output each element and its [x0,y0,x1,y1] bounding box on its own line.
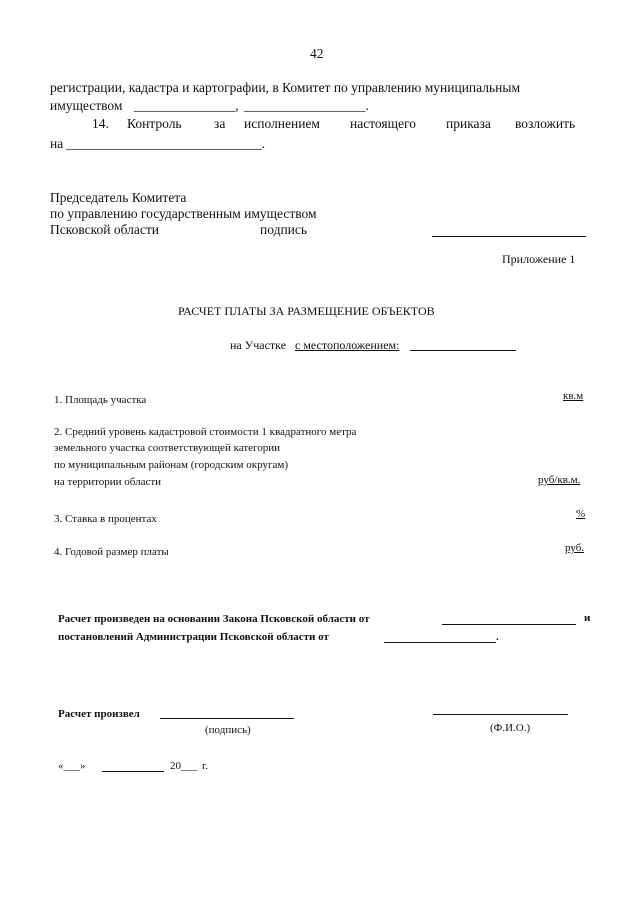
subtitle-location: с местоположением: [295,338,400,352]
calculated-by-fio-line [433,714,568,715]
item-14-word-4: настоящего [350,116,416,131]
basis-line-1-suffix: и [584,612,591,624]
item-14-word-6: возложить [515,116,576,131]
item-3-unit: % [576,508,586,520]
subtitle-prefix: на Участке [230,338,287,352]
item-3-label: 3. Ставка в процентах [54,513,157,525]
law-date-blank [442,624,576,625]
intro-line-2-blank-1: _______________, [134,98,239,113]
item-2-line-4: на территории области [54,476,162,488]
item-14-word-2: за [214,116,226,131]
intro-line-2-prefix: имуществом [50,98,123,113]
date-day: «___» [58,760,86,772]
calculated-by-label: Расчет произвел [58,708,140,720]
page-number: 42 [310,46,324,61]
date-suffix: г. [202,760,209,772]
item-4-unit: руб. [565,542,585,554]
item-14-word-1: Контроль [127,116,182,131]
intro-line-2-blank-2: __________________. [244,98,369,113]
item-14-line-2-prefix: на [50,136,64,151]
item-14-word-5: приказа [446,116,491,131]
item-4-label: 4. Годовой размер платы [54,546,169,558]
chairman-line-2: по управлению государственным имуществом [50,206,317,221]
item-14-number: 14. [92,116,109,131]
item-2-line-3: по муниципальным районам (городским округам) [54,459,288,471]
signature-label: подпись [260,222,308,237]
basis-line-2: постановлений Администрации Псковской области от [58,631,329,643]
basis-line-2-suffix: . [496,631,499,643]
chairman-line-1: Председатель Комитета [50,190,187,205]
item-2-line-2: земельного участка соответствующей категории [54,442,281,454]
chairman-signature-line [432,236,586,237]
item-2-line-1: 2. Средний уровень кадастровой стоимости 1 квадратного метра [54,426,357,438]
date-month-blank [102,771,164,772]
chairman-line-3: Псковской области [50,222,160,237]
item-14-word-3: исполнением [244,116,320,131]
fio-caption: (Ф.И.О.) [490,722,531,734]
document-title: РАСЧЕТ ПЛАТЫ ЗА РАЗМЕЩЕНИЕ ОБЪЕКТОВ [178,304,435,318]
date-year: 20___ [170,760,198,772]
resolution-date-blank [384,642,496,643]
item-2-unit: руб/кв.м. [538,474,581,486]
location-blank-line [410,350,516,351]
basis-line-1: Расчет произведен на основании Закона Псковской области от [58,613,370,625]
calculated-by-signature-line [160,718,294,719]
signature-caption: (подпись) [205,724,251,736]
intro-line-1: регистрации, кадастра и картографии, в Комитет по управлению муниципальным [50,80,520,95]
item-14-line-2-blank: _____________________________. [66,136,266,151]
appendix-label: Приложение 1 [502,252,576,266]
item-1-label: 1. Площадь участка [54,394,147,406]
item-1-unit: кв.м [563,390,584,402]
